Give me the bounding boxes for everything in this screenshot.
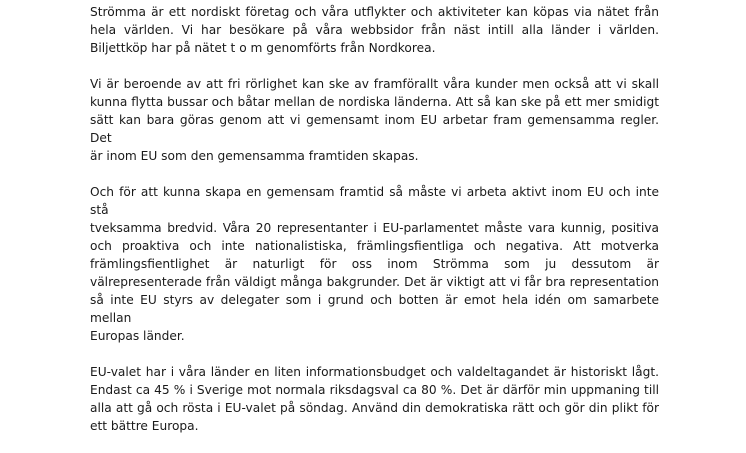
text-line: Endast ca 45 % i Sverige mot normala riksdagsval ca 80 %. Det är därför min uppmaning till <box>90 383 659 397</box>
text-line: Och för att kunna skapa en gemensam framtid så måste vi arbeta aktivt inom EU och inte stå <box>90 185 659 217</box>
paragraph-3 <box>90 183 659 345</box>
text-line: ett bättre Europa. <box>90 419 199 433</box>
text-line: Europas länder. <box>90 329 185 343</box>
text-line: och proaktiva och inte nationalistiska, främlingsfientliga och negativa. Att motverka <box>90 239 659 253</box>
paragraph-1 <box>90 3 659 57</box>
paragraph-2 <box>90 75 659 165</box>
text-line: är inom EU som den gemensamma framtiden skapas. <box>90 149 419 163</box>
text-line: alla att gå och rösta i EU-valet på söndag. Använd din demokratiska rätt och gör din plikt för <box>90 401 659 415</box>
text-line: främlingsfientlighet är naturligt för oss inom Strömma som ju dessutom är <box>90 257 659 271</box>
text-line: tveksamma bredvid. Våra 20 representanter i EU-parlamentet måste vara kunnig, positiva <box>90 221 659 235</box>
text-line: så inte EU styrs av delegater som i grund och botten är emot hela idén om samarbete mellan <box>90 293 659 325</box>
text-line: Vi är beroende av att fri rörlighet kan ske av framförallt våra kunder men också att vi skall <box>90 77 659 91</box>
document-body <box>90 0 659 453</box>
text-line: hela världen. Vi har besökare på våra webbsidor från näst intill alla länder i världen. <box>90 23 659 37</box>
text-line: välrepresenterade från väldigt många bakgrunder. Det är viktigt att vi får bra representation <box>90 275 659 289</box>
text-line: kunna flytta bussar och båtar mellan de nordiska länderna. Att så kan ske på ett mer smidigt <box>90 95 659 109</box>
paragraph-4 <box>90 363 659 435</box>
text-line: sätt kan bara göras genom att vi gemensamt inom EU arbetar fram gemensamma regler. Det <box>90 113 659 145</box>
text-line: Biljettköp har på nätet t o m genomförts från Nordkorea. <box>90 41 436 55</box>
text-line: EU-valet har i våra länder en liten informationsbudget och valdeltagandet är historiskt lågt. <box>90 365 659 379</box>
text-line: Strömma är ett nordiskt företag och våra utflykter och aktiviteter kan köpas via nätet från <box>90 5 659 19</box>
